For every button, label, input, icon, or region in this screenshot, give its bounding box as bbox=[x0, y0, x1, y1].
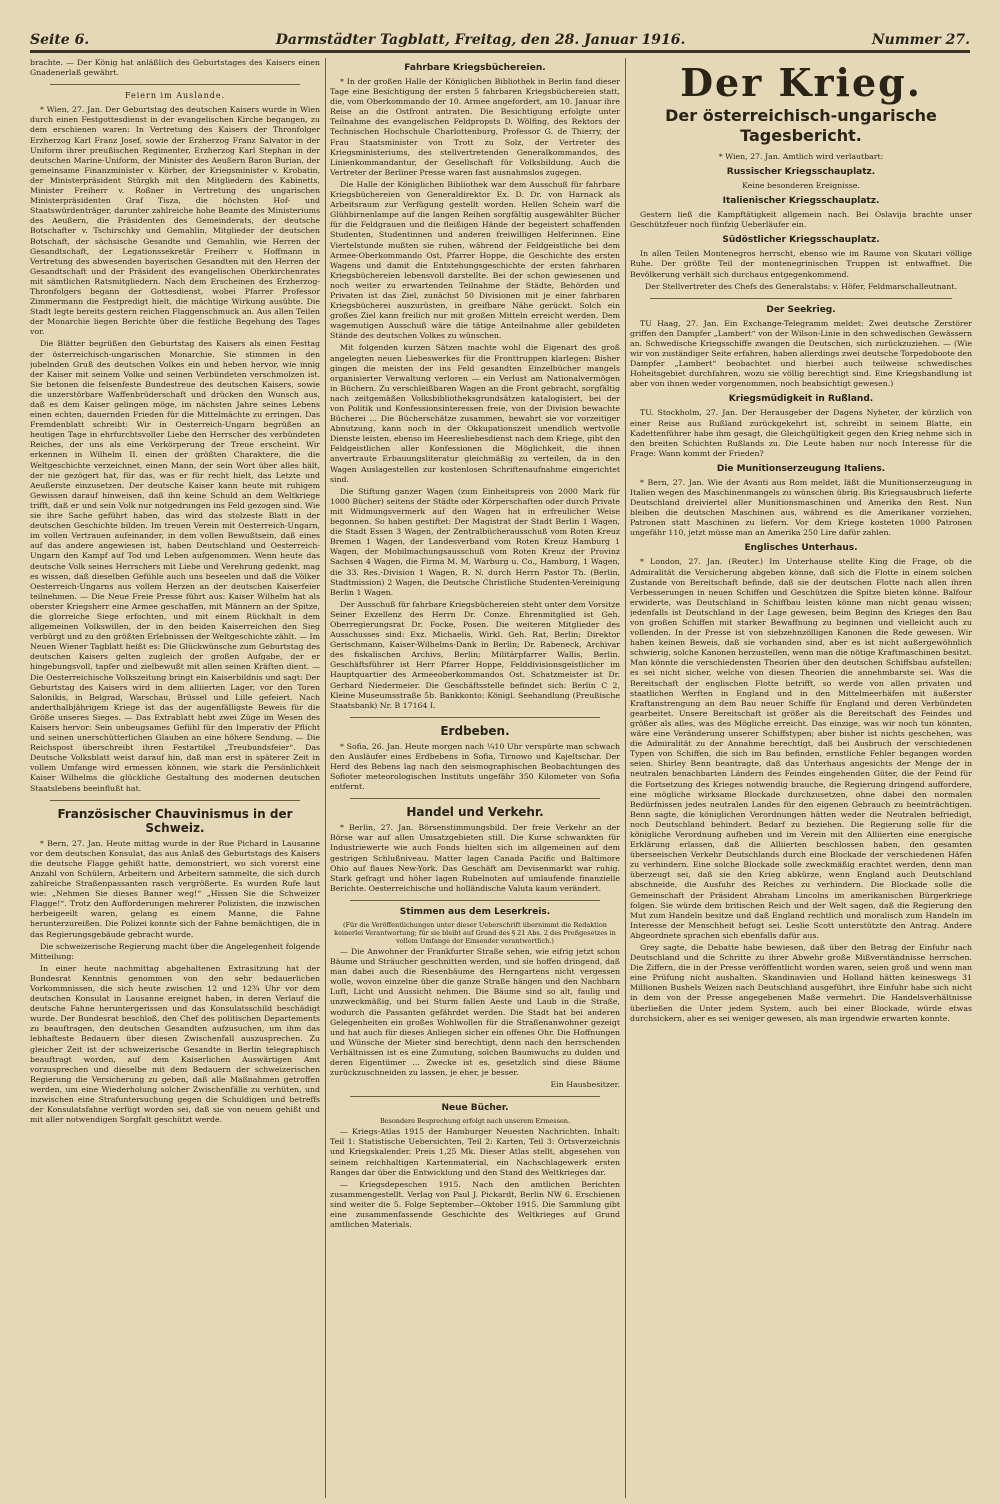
krieg-headline: Der Krieg. bbox=[680, 60, 922, 105]
munition-headline: Die Munitionserzeugung Italiens. bbox=[716, 463, 886, 474]
article-paragraph: * Berlin, 27. Jan. Börsenstimmungsbild. Der freie Verkehr an der Börse war auf allen Umsatzgebieten still. Die Kurse schwankten für Industriewerte wie auch Fonds hielten sich im allgemeinen auf dem gestrigen Schlußniveau. Matter lagen Canada Pacific und Baltimore Ohio auf flaues New-York. Das Geschäft am Devisenmarkt war ruhig. Stark gefragt und höher lagen Rubelnoten auf umlaufende finanzielle Berichte. Oesterreichische und holländische Valuta kaum verändert. bbox=[330, 823, 620, 893]
unterhaus-headline: Englisches Unterhaus. bbox=[744, 543, 858, 554]
page-number: Seite 6. bbox=[30, 32, 90, 48]
article-paragraph: * London, 27. Jan. (Reuter.) Im Unterhause stellte King die Frage, ob die Admiralität die Versicherung abgeben könne, daß sich die Flotte in einem solchen Zustande von Bereitschaft befinde, daß sie der deutschen Flotte nach allen ihren Verbesserungen in neuen Schiffen und Geschützen die Spitze bieten könne. Balfour erwiderte, was Deutschland in Schiffbau leisten könne man nicht genau wissen; jedenfalls ist Deutschland in der Lage gewesen, beim Beginn des Krieges den Bau von großen Schiffen mit starker Bewaffnung zu beginnen und vielleicht auch zu vollenden. In der Presse ist von siebzehnzölligen Kanonen die Rede gewesen. Wir haben keinen Beweis, daß sie vorhanden sind, aber es ist nicht außergewöhnlich schwierig, solche Kanonen herzustellen, wenn man die nötige Kraftmaschinen besitzt. Man könnte die verschiedensten Theorien über den deutschen Schiffsbau aufstellen; es sei nicht sicher, welche von diesen Theorien die annehmbarste sei. Was die Bereitschaft der englischen Flotte betrifft, so werde von allen privaten und staatlichen Werften in England und in den Mittelmeerhäfen mit äußerster Kraftanstrengung an dem Bau neuer Schiffe für England und deren Verbündeten gearbeitet. Unsere Bereitschaft ist größer als die Bereitschaft des Feindes und größer als alles, was des Mögliche erreicht. Das einzige, was wir noch tun könnten, wäre eine Veränderung unserer Schiffstypen; aber bisher ist nichts geschehen, was die Admiralität zu der Annahme berechtigt, daß bei Ausbruch der verschiedenen Typen von Schiffen, die sich im Bau befinden, ernstliche Fehler begangen worden seien. Shirley Benn beantragte, daß das Unterhaus angesichts der Menge der in neutralen benachbarten Ländern des Feindes eingehenden Güter, die der Feind für die Fortsetzung des Krieges notwendig brauche, die Regierung dringend auffordere, eine mögliche wirksame Blockade durchzusetzen, ohne dabei den normalen Bedürfnissen jedes neutralen Landes für den eigenen Gebrauch zu beeinträchtigen. Benn sagte, die königlichen Verordnungen hätten weder die Neutralen befriedigt, noch Deutschland behindert. Bedarf zu beziehen. Die Regierung solle für die königliche Verordnung aufheben und im Verein mit den Alliierten eine energische Erklärung erlassen, daß die Alliierten beschlossen haben, den gesamten überseeischen Verkehr Deutschlands durch eine Blockade der verschiedenen Häfen zu verhindern. Eine solche Blockade solle zweckmäßig erachtet werden, denn man überzeugt sei, daß sie den Krieg abkürze, wenn England auch Deutschland abschneide, die Ausfuhr des Reiches zu verhindern. Die Blockade solle die Gemeinschaft der Präsident Abraham Lincolns im amerikanischen Bürgerkriege folgen. Sie würde dem britischen Reich und der Welt sagen, daß die Regierung den Mut zum Handeln besitze und daß England rechtlich und moralisch zum Handeln im Interesse der Menschheit befugt sei. Leslie Scott unterstützte den Antrag. Andere Abgeordnete sprachen sich ebenfalls dafür aus. bbox=[630, 557, 972, 940]
separator bbox=[50, 84, 300, 85]
tagesbericht-headline: Der österreichisch-ungarische Tagesbericht. bbox=[665, 106, 937, 145]
article-paragraph: Die Halle der Königlichen Bibliothek war dem Ausschuß für fahrbare Kriegsbüchereien von Generaldirektor Ex. D. Dr. von Harnack als Arbeitsraum zur Verfügung gestellt worden. Hellen Schein warf die Glühbirnenlampe auf die langen Reihen sorgfältig ausgewählter Bücher für die Feldgrauen und die fleißigen Hände der begeistert schaffenden Studenten, Studentinnen und anderen freiwilligen Helferinnen. Eine Viertelstunde mußten sie ruhen, während der Feldgeistliche bei dem Armee-Oberkommando Ost, Pfarrer Hoppe, die Geschichte des ersten Wagens und damit die Entstehungsgeschichte der ersten fahrbaren Kriegsbüchereien lebensvoll darstellte. Bei der schon gewiesenen und noch weiter zu erwartenden Teilnahme der Städte, Behörden und Privaten ist das Ziel, zunächst 50 Divisionen mit je einer fahrbaren Kriegsbücherei auszurüsten, in greifbare Nähe gerückt. Solch ein großes Ziel kann freilich nur mit großen Mitteln erreicht werden. Dem wagemutigen Ausschuß wäre die tätige Anteilnahme aller gebildeten Stände des deutschen Volkes zu wünschen. bbox=[330, 179, 620, 341]
article-paragraph: * Bern, 27. Jan. Heute mittag wurde in der Rue Pichard in Lausanne vor dem deutschen Konsulat, das aus Anlaß des Geburtstags des Kaisers die deutsche Flagge gehißt hatte, demonstriert, wo sich vorerst eine Anzahl von Schülern, Arbeitern und Arbeitern sammelte, die sich durch zahlreiche Straßenpassanten rasch vergrößerte. Es wurden Rufe laut wie: „Nehmen Sie dieses Banner weg!“ „Hissen Sie die Schweizer Flagge!“. Trotz den Aufforderungen mehrerer Polizisten, die inzwischen herbeigeeilt waren, gelang es einem Manne, die Fahne herunterzureißen. Die Polizei konnte sich der Fahne bemächtigen, die in das Regierungsgebäude gebracht wurde. bbox=[30, 838, 320, 939]
column-1 bbox=[30, 58, 320, 1498]
article-paragraph: Die schweizerische Regierung macht über die Angelegenheit folgende Mitteilung: bbox=[30, 941, 320, 961]
separator bbox=[650, 298, 952, 299]
article-paragraph: — Kriegsdepeschen 1915. Nach den amtlichen Berichten zusammengestellt. Verlag von Paul J. Pickardt, Berlin NW 6. Erschienen sind weiter die 5. Folge September—Oktober 1915. Die Sammlung gibt eine zusammenfassende Geschichte des Weltkrieges auf Grund amtlichen Materials. bbox=[330, 1179, 620, 1230]
article-paragraph: In einer heute nachmittag abgehaltenen Extrasitzung hat der Bundesrat Kenntnis genommen von den sehr bedauerlichen Vorkommnissen, die sich heute zwischen 12 und 12¾ Uhr vor dem deutschen Konsulat in Lausanne ereignet haben, in deren Verlauf die deutsche Fahne heruntergerissen und das Konsulatsschild beschädigt wurde. Der Bundesrat beschloß, den Chef des politischen Departements zu beauftragen, den deutschen Gesandten aufzusuchen, um ihm das lebhafteste Bedauern über diesen Zwischenfall auszusprechen. Zu gleicher Zeit ist der schweizerische Gesandte in Berlin telegraphisch beauftragt worden, auf dem Kaiserlichen Auswärtigen Amt vorzusprechen und dieselbe mit dem Bedauern der schweizerischen Regierung die Versicherung zu geben, daß alle Maßnahmen getroffen werden, um eine Wiederholung solcher Zwischenfälle zu verhüten, und inzwischen eine Strafuntersuchung gegen die Schuldigen und betreffs der Konsulatsfahne verfügt worden sei, daß sie von neuem gehißt und mit aller notwendigen Sorgfalt geschützt werde. bbox=[30, 963, 320, 1125]
column-3 bbox=[630, 58, 972, 1498]
feiern-title: Feiern im Auslande. bbox=[124, 91, 226, 101]
article-paragraph: TU Haag, 27. Jan. Ein Exchange-Telegramm meldet: Zwei deutsche Zerstörer griffen den Dampfer „Lambert“ von der Wilson-Linie in den schwedischen Gewässern an. Schwedische Kriegsschiffe zwangen die Deutschen, sich zurückzuziehen. — (Wie wir von zuständiger Seite erfahren, haben allerdings zwei deutsche Torpedoboote den Dampfer „Lambert“ beobachtet und hierbei auch teilweise schwedisches Hoheitsgebiet durchfahren, wozu sie völlig berechtigt sind. Eine Kriegshandlung ist aber von ihnen weder vorgenommen, noch beabsichtigt gewesen.) bbox=[630, 318, 972, 389]
generalstab-signature: Der Stellvertreter des Chefs des Generalstabs: v. Höfer, Feldmarschalleutnant. bbox=[645, 281, 957, 291]
russ-headline: Russischer Kriegsschauplatz. bbox=[726, 167, 876, 178]
masthead: Darmstädter Tagblatt, Freitag, den 28. Januar 1916. bbox=[275, 32, 686, 48]
handel-headline: Handel und Verkehr. bbox=[406, 805, 544, 820]
separator bbox=[50, 800, 300, 801]
intro-text: brachte. — Der König hat anläßlich des Geburtstages des Kaisers einen Gnadenerlaß gewährt. bbox=[30, 58, 320, 78]
buecher-headline: Neue Bücher. bbox=[441, 1103, 509, 1114]
separator bbox=[350, 1096, 600, 1097]
column-divider-1 bbox=[325, 58, 326, 1498]
header-rule bbox=[30, 50, 970, 53]
column-divider-2 bbox=[625, 58, 626, 1498]
column-2 bbox=[330, 58, 620, 1498]
article-paragraph: TU. Stockholm, 27. Jan. Der Herausgeber der Dagens Nyheter, der kürzlich von einer Reise aus Rußland zurückgekehrt ist, schreibt in seinem Blatte, ein Kadettenführer habe ihm gesagt, die Gleichgültigkeit gegen den Krieg nehme sich in den breiten Schichten Rußlands zu. Die Leute haben nur noch Interesse für die Frage: Wann kommt der Frieden? bbox=[630, 408, 972, 458]
page-header bbox=[30, 30, 970, 50]
suedost-headline: Südöstlicher Kriegsschauplatz. bbox=[722, 235, 880, 246]
article-paragraph: * Sofia, 26. Jan. Heute morgen nach ¼10 Uhr verspürte man schwach den Ausläufer eines Erdbebens in Sofia, Tirnowo und Kajeltschar. Der Herd des Bebens lag nach den seismographischen Beobachtungen des Sofioter meteorologischen Instituts ungefähr 350 Kilometer von Sofia entfernt. bbox=[330, 741, 620, 792]
leserkreis-headline: Stimmen aus dem Leserkreis. bbox=[399, 906, 551, 917]
article-paragraph: Die Blätter begrüßen den Geburtstag des Kaisers als einen Festtag der österreichisch-ungarischen Monarchie. Sie stimmen in den jubelnden Gruß des deutschen Volkes ein und heben hervor, wie innig der Kaiser mit seinem Volke und seinen Verbündeten verschmolzen ist. Sie betonen die felsenfeste Bundestreue des deutschen Kaisers, sowie die unzerstörbare Waffenbrüderschaft und drücken den Wunsch aus, daß es dem Kaiser gelingen möge, im nächsten Jahre seines Lebens einen echten, dauernden Frieden für die Mittelmächte zu erringen. Das Fremdenblatt schreibt: Wir in Oesterreich-Ungarn begrüßen an heutigen Tage in ehrfurchtsvoller Liebe den Herrscher des verbündeten Reiches, der uns als eine Verkörperung der Treue erscheint. Wir erkennen in Wilhelm II. einen der größten Charaktere, die die Weltgeschichte verzeichnet, einen Mann, der sein Wort über alles hält, der nie gezögert hat, für das, was er für recht hielt, das Letzte und Aeußerste einzusetzen. Der deutsche Kaiser kann heute mit ruhigem Gewissen darauf hinweisen, daß ihn keine Schuld an dem Weltkriege trifft, daß er und sein Volk nur notgedrungen ins Feld gezogen sind. Wie sie ihre Sache geführt haben, das wird das stolzeste Blatt in der deutschen Geschichte bilden. Im treuen Verein mit Oesterreich-Ungarn, im vollen Vertrauen aufeinander, in dem vollen Bewußtsein, daß eines auf das andere angewiesen ist, haben Deutschland und Oesterreich-Ungarn den Kampf auf Tod und Leben aufgenommen. Wenn heute das deutsche Volk seines Herrschers mit Liebe und Verehrung gedenkt, mag es wissen, daß dieselben Gefühle auch uns beseelen und daß die Völker Oesterreich-Ungarns aus vollem Herzen an der deutschen Kaiserfeier teilnehmen. — Die Neue Freie Presse führt aus: Kaiser Wilhelm hat als oberster Kriegsherr eine Armee geschaffen, mit Männern an der Spitze, die glorreiche Siege erfochten, und mit einem Rückhalt in dem allgemeinen Volkswillen, der in den beiden Kaiserreichen den Sieg verbürgt und zu den größten Erlebnissen der Weltgeschichte zählt. — Im Neuen Wiener Tagblatt heißt es: Die Glückwünsche zum Geburtstag des deutschen Kaisers gelten zugleich der großen Aufgabe, der er hingebungsvoll, tapfer und zielbewußt mit allen seinen Kräften dient. — Die Oesterreichische Volkszeitung bringt ein Kaiserbildnis und sagt: Der Geburtstag des Kaisers wird in dem alliierten Lager, vor den Toren Salonikis, in Belgrad, Warschau, Brüssel und Lille gefeiert. Nach anderthalbjährigem Kriege ist das der augenfälligste Beweis für die Größe unseres Sieges. — Das Extrablatt hebt zwei Züge im Wesen des Kaisers hervor: Sein unbeugsames Gefühl für den Imperativ der Pflicht und seinen unerschütterlichen Glauben an eine höhere Sendung. — Die Reichspost überschreibt ihren Festartikel „Treubundsfeier“. Das Deutsche Volksblatt weist darauf hin, daß man erst in späterer Zeit in vollem Umfange wird ermessen können, wie stark die Persönlichkeit Kaiser Wilhelms die glückliche Gestaltung des modernen deutschen Staatslebens beeinflußt hat. bbox=[30, 339, 320, 793]
issue-number: Nummer 27. bbox=[871, 32, 970, 48]
article-paragraph: — Die Anwohner der Frankfurter Straße sehen, wie eifrig jetzt schon Bäume und Sträucher geschnitten werden, und sie hoffen dringend, daß man dabei auch die Riesenbäume des Herngartens nicht vergessen wolle, wovon einzelne über die ganze Straße hängen und den Nachbarn Luft, Licht und Aussicht nehmen. Die Bäume sind so alt, faulig und unzweckmäßig, und bei Sturm fallen Aeste und Laub in die Straße, wodurch die Passanten gefährdet werden. Die Stadt hat bei anderen Gelegenheiten ein großes Wohlwollen für die Straßenanwohner gezeigt und hat auch für dieses Anliegen sicher ein offenes Ohr. Die Hoffnungen und Wünsche der Mieter sind berechtigt, denn nach den herrschenden Verhältnissen ist es eine Zumutung, solchen Baumwuchs zu dulden und deren Eigentümer ... Zwecke ist es, gesetzlich sind diese Bäume zurückzuschneiden zu lassen, je eher, je besser. bbox=[330, 946, 620, 1078]
ital-headline: Italienischer Kriegsschauplatz. bbox=[722, 196, 880, 207]
article-paragraph: Der Ausschuß für fahrbare Kriegsbüchereien steht unter dem Vorsitze Seiner Exzellenz des Herrn Dr. Conze. Ehrenmitglied ist Geh. Oberregierungsrat Dr. Focke, Posen. Die weiteren Mitglieder des Ausschusses sind: Exz. Michaelis, Wirkl. Geh. Rat, Berlin; Direktor Gerischmann, Kaiser-Wilhelms-Dank in Berlin; Dr. Rabeneck, Archivar des fiskalischen Archivs, Berlin; Militärpfarrer Wallis, Berlin. Geschäftsführer ist Herr Pfarrer Hoppe, Felddivisionsgeistlicher im Hauptquartier des Armeeoberkommandos Ost. Schatzmeister ist Dr. Gerhard Niedermeier. Die Geschäftsstelle befindet sich: Berlin C 2, Kleine Museumsstraße 5b. Bankkonto: Königl. Seehandlung (Preußische Staatsbank) Nr. B 17164 I. bbox=[330, 599, 620, 710]
article-paragraph: In allen Teilen Montenegros herrscht, ebenso wie im Raume von Skutari völlige Ruhe. Der größte Teil der montenegrinischen Truppen ist entwaffnet. Die Bevölkerung verhält sich durchaus entgegenkommend. bbox=[630, 249, 972, 279]
leserkreis-signature: Ein Hausbesitzer. bbox=[550, 1080, 620, 1090]
article-paragraph: Die Stiftung ganzer Wagen (zum Einheitspreis von 2000 Mark für 1000 Bücher) seitens der Städte oder Körperschaften oder durch Private mit Widmungsvermerk auf den Wagen hat in erfreulicher Weise begonnen. So haben gestiftet: Der Magistrat der Stadt Berlin 1 Wagen, die Stadt Essen 3 Wagen, der Zentralbücherausschuß vom Roten Kreuz Bremen 1 Wagen, der Landesverband vom Roten Kreuz Hamburg 1 Wagen, der Mobilmachungsausschuß vom Roten Kreuz der Provinz Sachsen 4 Wagen, die Firma M. M. Warburg u. Co., Hamburg, 1 Wagen, die 33. Res.-Division 1 Wagen, R. N. durch Herrn Pastor Th. (Berlin, Stadtmission) 2 Wagen, die Deutsche Christliche Studenten-Vereinigung Berlin 1 Wagen. bbox=[330, 486, 620, 597]
article-paragraph: * In der großen Halle der Königlichen Bibliothek in Berlin fand dieser Tage eine Besichtigung der ersten 5 fahrbaren Kriegsbüchereien statt, die, vom Oberkommando der 10. Armee angefordert, am 10. Januar ihre Reise an die Ostfront antraten. Die Besichtigung erfolgte unter Teilnahme des evangelischen Feldpropsts D. Wölfing, des Rektors der Technischen Hochschule Charlottenburg, Professor G. de Thierry, der Frau Staatsminister von Trott zu Solz, der Vertreter des Kriegsministeriums, des stellvertretenden Generalkommandos, des Linienkommandantur, der Gesellschaft für Volksbildung. Auch die Vertreter der Berliner Presse waren fast ausnahmslos zugegen. bbox=[330, 77, 620, 177]
buecher-note: Besondere Besprechung erfolgt nach unserem Ermessen. bbox=[379, 1117, 571, 1126]
separator bbox=[350, 798, 600, 799]
separator bbox=[350, 900, 600, 901]
article-paragraph: Gestern ließ die Kampftätigkeit allgemein nach. Bei Oslavija brachte unser Geschützfeuer noch fünfzig Ueberläufer ein. bbox=[630, 210, 972, 230]
leserkreis-disclaimer: (Für die Veröffentlichungen unter dieser Ueberschrift übernimmt die Redaktion keinerlei Verantwortung; für sie bleibt auf Grund des § 21 Abs. 2 des Preßgesetzes in vollem Umfange der Einsender verantwortlich.) bbox=[334, 920, 616, 945]
tagesbericht-intro: * Wien, 27. Jan. Amtlich wird verlautbart: bbox=[718, 152, 884, 161]
article-paragraph: Keine besonderen Ereignisse. bbox=[742, 181, 860, 191]
article-paragraph: * Wien, 27. Jan. Der Geburtstag des deutschen Kaisers wurde in Wien durch einen Festgottesdienst in der evangelischen Kirche begangen, zu dem erschienen waren: In Vertretung des Kaisers der Thronfolger Erzherzog Karl Franz Josef, sowie der Erzherzog Franz Salvator in der Uniform ihrer preußischen Regimenter, Erzherzog Karl Stephan in der deutschen Marine-Uniform, der Minister des Aeußern Baron Burian, der gemeinsame Finanzminister v. Körber, der Kriegsminister v. Krobatin, der Ministerpräsident Stürgkh mit den Mitgliedern des Kabinetts, Minister Freiherr v. Roßner in Vertretung des ungarischen Ministerpräsidenten Graf Tisza, die höchsten Hof- und Staatswürdenträger, darunter zahlreiche hohe Beamte des Ministeriums des Aeußern, die Präsidenten des Gemeinderats, der deutsche Botschafter v. Tschirschky und Gemahlin, Mitglieder der deutschen Botschaft, der sächsische Gesandte und Gemahlin, wie Herren der Gesandtschaft, der Legationssekretär Freiherr v. Hoffmann in Vertretung des abwesenden bayerischen Gesandten mit den Herren der Gesandtschaft und der Präsident des evangelischen Oberkirchenrates mit sämtlichen Ratsmitgliedern. Nach dem Erscheinen des Erzherzog-Thronfolgers begann der Gottesdienst, wobei Pfarrer Professor Zimmermann die Festpredigt hielt, die mächtige Wirkung ausübte. Die Stadt legte bereits gestern reichen Flaggenschmuck an. Aus allen Teilen der Monarchie liegen Berichte über die festliche Begehung des Tages vor. bbox=[30, 105, 320, 337]
erdbeben-headline: Erdbeben. bbox=[440, 723, 510, 738]
article-paragraph: Mit folgenden kurzen Sätzen machte wohl die Eigenart des groß angelegten neuen Liebeswerkes für die Fronttruppen klarlegen: Bisher gingen die meisten der ins Feld gesandten Einzelbücher mangels organisierter Verwaltung verloren — ein Verlust am Nationalvermögen in Büchern. Zu verschleißbaren Wagen an die Front gebracht, sorgfältig nach zeitgemäßen Volksbibliotheksgrundsätzen katalogisiert, bei der von Politik und Konfessionsinteressen freie, von der Division bewachte Bücherei ... Die Bücherschätze zusammen, bewahrt sie vor vorzeitiger Abnutzung, kann noch in der Okkupationszeit unendlich wertvolle Dienste leisten, ebenso im Heeresliebesdienst nach dem Kriege, gibt den Feldgeistlichen aller Konfessionen die Möglichkeit, die ihnen anvertraute Erbauungsliteratur gleichmäßig zu verteilen, da in den Wagen Auslagestellen zur kostenlosen Schriftenaufnahme eingerichtet sind. bbox=[330, 343, 620, 484]
separator bbox=[350, 717, 600, 718]
chauvinismus-headline: Französischer Chauvinismus in der Schweiz. bbox=[57, 806, 293, 835]
article-paragraph: — Kriegs-Atlas 1915 der Hamburger Neuesten Nachrichten. Inhalt: Teil 1: Statistische Uebersichten, Teil 2: Karten, Teil 3: Ortsverzeichnis und Kriegskalender. Preis 1,25 Mk. Dieser Atlas stellt, abgesehen von seinem reichhaltigen Kartenmaterial, ein Nachschlagewerk ersten Ranges dar über die Entwicklung und den Stand des Weltkrieges dar. bbox=[330, 1127, 620, 1177]
article-paragraph: * Bern, 27. Jan. Wie der Avanti aus Rom meldet, läßt die Munitionserzeugung in Italien wegen des Maschinenmangels zu wünschen übrig. Bis Kriegsausbruch lieferte Deutschland dreiviertel aller Munitionsmaschinen und Amerika den Rest. Nun bleiben die deutschen Maschinen aus, während es die Amerikaner vorziehen, Patronen statt Maschinen zu liefern. Vor dem Kriege kosteten 1000 Patronen ungefähr 110, jetzt müsse man an Amerika 250 Lire dafür zahlen. bbox=[630, 477, 972, 538]
seekrieg-headline: Der Seekrieg. bbox=[766, 304, 836, 315]
russland-headline: Kriegsmüdigkeit in Rußland. bbox=[728, 394, 874, 405]
article-paragraph: Grey sagte, die Debatte habe bewiesen, daß über den Betrag der Einfuhr nach Deutschland und die Schritte zu ihrer Abwehr große Mißverständnisse herrschen. Die Ziffern, die in der Presse veröffentlicht worden waren, seien groß und wenn man eine Prüfung nicht aushalten. Skandinavien und Holland hätten keineswegs 31 Millionen Bushels Weizen nach Deutschland ausgeführt, ihre Einfuhr habe sich nicht in dem von der Presse angegebenen Maße vermehrt. Die Handelsverhältnisse überließen die Unter jedem System, auch bei einer Blockade, würde etwas durchsickern, aber es sei weniger gewesen, als man irgendwie erwarten konnte. bbox=[630, 943, 972, 1023]
fahrbare-headline: Fahrbare Kriegsbüchereien. bbox=[404, 63, 546, 73]
